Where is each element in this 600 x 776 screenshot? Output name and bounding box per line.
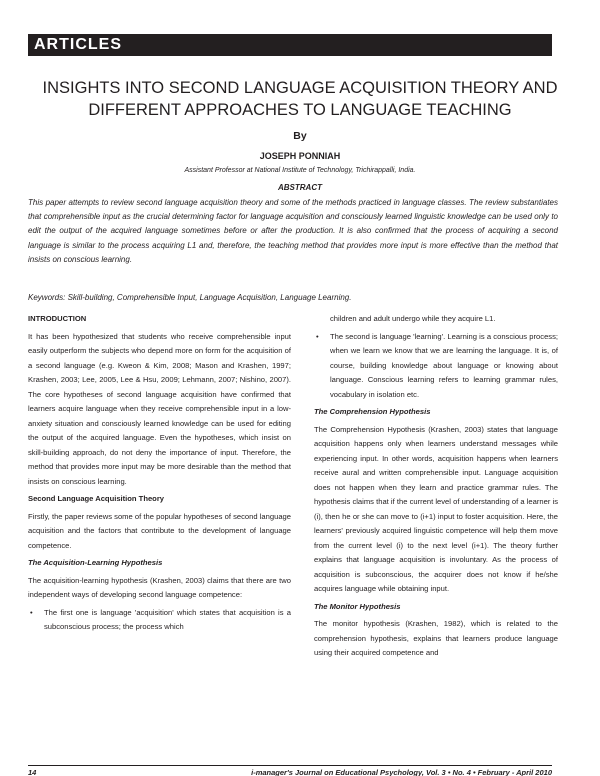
monitor-hypothesis-heading: The Monitor Hypothesis [314, 601, 401, 611]
sla-theory-paragraph: Firstly, the paper reviews some of the popular hypotheses of second language acquisition and the factors that contribute to the development of language competence. [28, 511, 291, 550]
author-affiliation: Assistant Professor at National Institute of Technology, Trichirappalli, India. [184, 167, 416, 174]
article-title [28, 77, 572, 121]
author-name: JOSEPH PONNIAH [259, 151, 341, 161]
footer-divider [28, 765, 552, 766]
continued-bullet-text: children and adult undergo while they acquire L1. [330, 314, 496, 323]
introduction-paragraph: It has been hypothesized that students who receive comprehensible input easily outperform the subjects who depend more on form for the acquisition of a second language (e.g. Kweon & Kim, 2008; Mason and Krashen, 1997; Krashen, 2003; Lee, 2005, Lee & Hsu, 2009; Lehmann, 2007; Nishino, 2007). The core hypotheses of second language acquisition have confirmed that learners acquire language when they receive comprehensible input in a low-anxiety situation and consciously learned knowledge can be used for editing the output of the acquired language. Even the hypotheses, which insist on skill-building approach, do not deny the importance of input. Therefore, the method that provides more input may be more desirable than the method that insists on conscious learning. [28, 331, 291, 486]
list-item [28, 606, 291, 635]
monitor-hypothesis-paragraph: The monitor hypothesis (Krashen, 1982), which is related to the comprehension hypothesis, explains that learners produce language using their acquired competence and [314, 619, 558, 657]
title-line-1: INSIGHTS INTO SECOND LANGUAGE ACQUISITION THEORY AND [42, 79, 558, 97]
introduction-heading: INTRODUCTION [28, 314, 87, 323]
bullet-text: The second is language 'learning'. Learning is a conscious process; when we learn we know that we are learning the language. It is, of course, building knowledge about language or knowing about language. Conscious learning refers to learning grammar rules, vocabulary in isolation etc. [330, 331, 558, 399]
right-column [314, 312, 558, 664]
title-line-2: DIFFERENT APPROACHES TO LANGUAGE TEACHING [88, 101, 512, 119]
keywords: Keywords: Skill-building, Comprehensible Input, Language Acquisition, Language Learning. [28, 293, 352, 302]
section-label: ARTICLES [34, 36, 122, 53]
bullet-icon: • [316, 331, 319, 341]
page-number: 14 [28, 768, 37, 776]
sla-theory-heading: Second Language Acquisition Theory [28, 494, 164, 503]
comprehension-hypothesis-paragraph: The Comprehension Hypothesis (Krashen, 2003) states that language acquisition happens only when learners understand messages while experiencing input. In other words, acquisition happens when learners receive aural and written comprehensible input. Language acquisition does not happen when they learn and practice grammar rules. The hypothesis claims that if the current level of understanding of a learner is (i), then he or she can move to (i+1) input to foster acquisition. Here, the learners' previously acquired linguistic competence will help them move from the current level (i) to the next level (i+1). The theory further explains that language acquisition is involuntary. As the process of acquisition is subconscious, the acquirer does not know if he/she acquires language while obtaining input. [314, 424, 558, 593]
bullet-icon: • [30, 607, 33, 617]
acquisition-learning-heading: The Acquisition-Learning Hypothesis [28, 558, 163, 567]
acquisition-learning-paragraph: The acquisition-learning hypothesis (Krashen, 2003) claims that there are two independent ways of developing second language competence: [28, 575, 291, 599]
bullet-text: The first one is language 'acquisition' which states that acquisition is a subconscious process; the process which [44, 607, 291, 631]
journal-citation: i-manager's Journal on Educational Psychology, Vol. 3 • No. 4 • February - April 2010 [251, 768, 552, 776]
by-line: By [293, 130, 307, 142]
left-column [28, 312, 291, 638]
list-item [314, 330, 558, 403]
section-banner [28, 34, 552, 56]
abstract-heading: ABSTRACT [278, 183, 322, 192]
comprehension-hypothesis-heading: The Comprehension Hypothesis [314, 407, 431, 416]
abstract-text: This paper attempts to review second language acquisition theory and some of the methods practiced in language classes. The review substantiates that comprehensible input as the crucial determining factor for language acquisition and consciously learned linguistic knowledge can be used only to edit the output of the acquired language sometimes before or after the production. It is also confirmed that the process of acquiring a second language is similar to the process acquiring L1 and, therefore, the teaching method that provides more input is more effective than the method that insists on conscious learning. [28, 198, 558, 264]
